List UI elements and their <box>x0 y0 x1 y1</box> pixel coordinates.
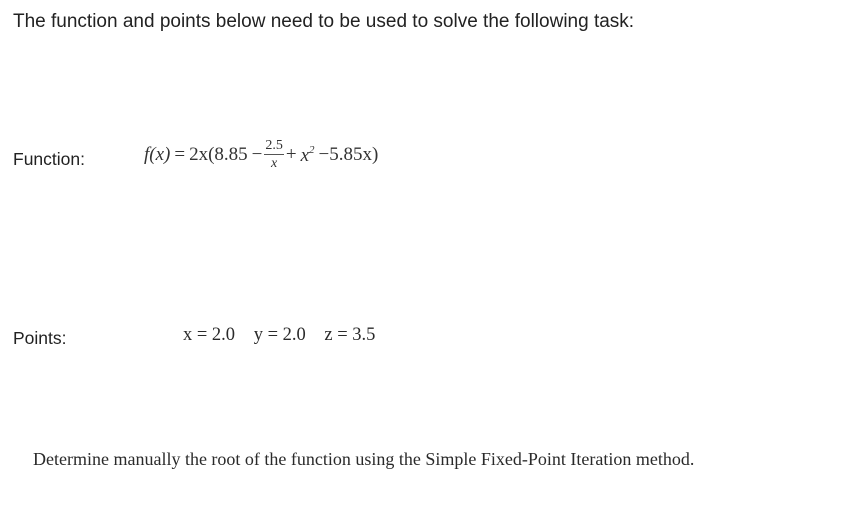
x-squared-exponent: 2 <box>309 143 315 156</box>
formula-x-squared <box>301 144 315 167</box>
x-squared-base: x <box>300 144 310 166</box>
fraction-numerator: 2.5 <box>265 138 283 153</box>
function-label: Function: <box>13 149 85 169</box>
task-text: Determine manually the root of the function using the Simple Fixed-Point Iteration method. <box>33 449 695 469</box>
point-y: y = 2.0 <box>253 325 306 345</box>
fraction-denominator: x <box>271 156 278 171</box>
intro-text: The function and points below need to be used to solve the following task: <box>13 11 635 32</box>
points-label: Points: <box>13 328 67 348</box>
formula-plus: + <box>285 144 297 165</box>
point-x: x = 2.0 <box>183 325 236 345</box>
formula-equals: = <box>174 144 186 165</box>
function-formula <box>144 125 378 185</box>
formula-minus: − <box>251 144 263 165</box>
point-z: z = 3.5 <box>324 325 376 345</box>
formula-fraction <box>264 139 284 171</box>
formula-lhs: f(x) <box>144 144 171 165</box>
formula-part1: 2x(8.85 <box>189 144 248 165</box>
points-values <box>183 325 389 346</box>
formula-tail: −5.85x) <box>318 144 379 165</box>
